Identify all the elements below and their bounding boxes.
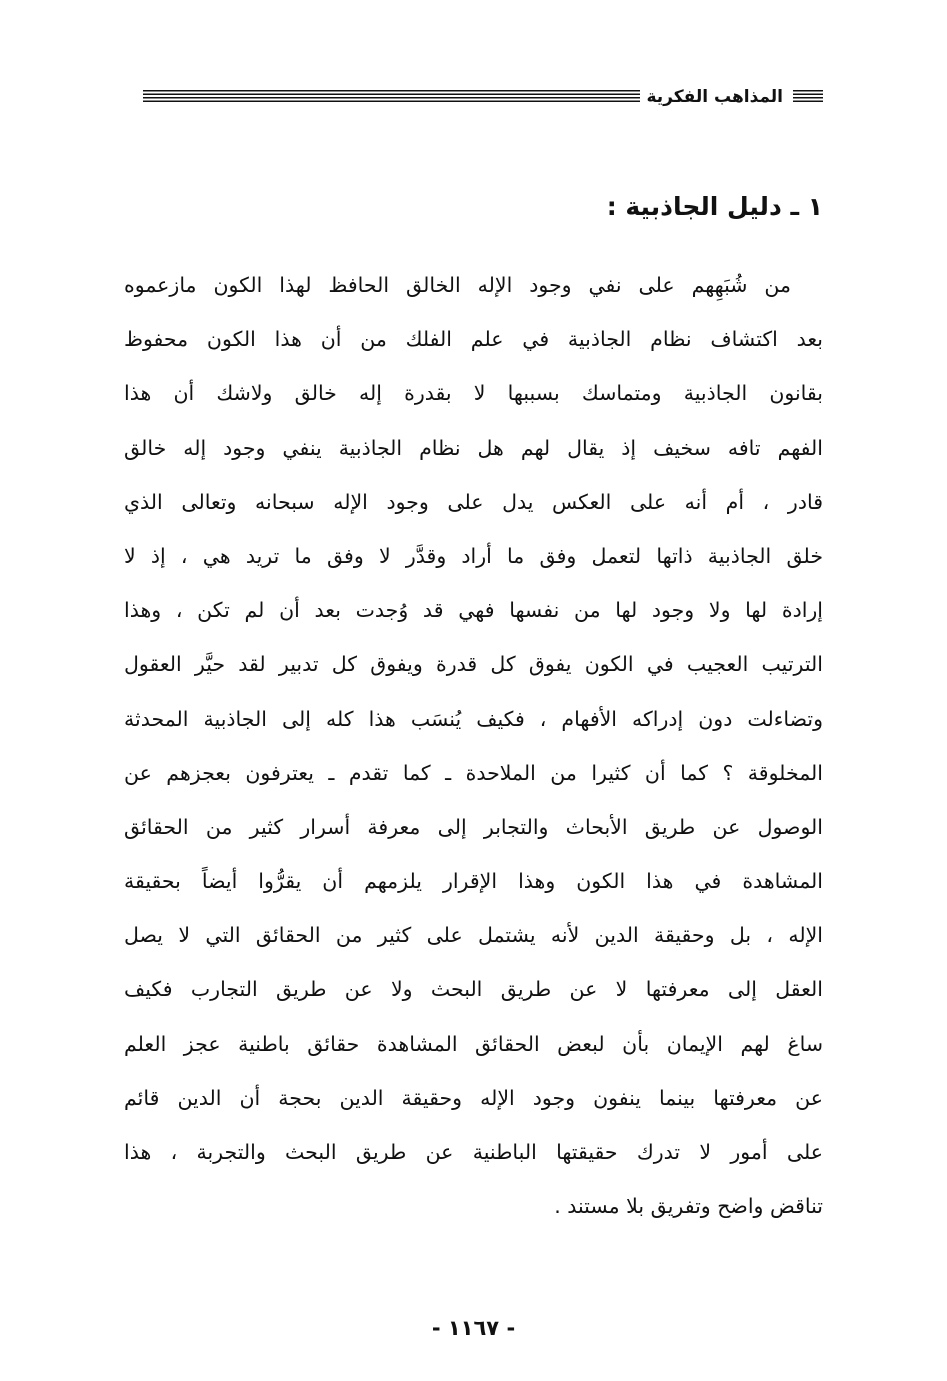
body-paragraph [124, 258, 823, 1233]
header-ornament [793, 90, 823, 104]
text-line: الإله ، بل وحقيقة الدين لأنه يشتمل على كثير من الحقائق التي لا يصل [124, 923, 823, 948]
text-line: من شُبَهِهم على نفي وجود الإله الخالق الحافظ لهذا الكون مازعموه [124, 273, 791, 297]
section-title: ١ ـ دليل الجاذبية : [606, 192, 823, 221]
text-line: وتضاءلت دون إدراكه الأفهام ، فكيف يُنسَب هذا كله إلى الجاذبية المحدثة [124, 706, 823, 731]
text-line: عن معرفتها بينما ينفون وجود الإله وحقيقة الدين بحجة أن الدين قائم [124, 1085, 823, 1110]
header-rule [143, 90, 640, 104]
text-line: تناقض واضح وتفريق بلا مستند . [554, 1194, 823, 1219]
running-header [143, 84, 823, 110]
text-line: قادر ، أم أنه على العكس يدل على وجود الإله سبحانه وتعالى الذي [124, 489, 823, 514]
page-number: - ١١٦٧ - [431, 1316, 516, 1340]
text-line: بقانون الجاذبية ومتماسك بسببها لا بقدرة إله خالق ولاشك أن هذا [124, 381, 823, 406]
text-line: العقل إلى معرفتها لا عن طريق البحث ولا عن طريق التجارب فكيف [124, 977, 823, 1002]
text-line: المشاهدة في هذا الكون وهذا الإقرار يلزمهم أن يقرُّوا أيضاً بحقيقة [124, 869, 823, 894]
text-line: الوصول عن طريق الأبحاث والتجابر إلى معرفة أسرار كثير من الحقائق [124, 814, 823, 839]
text-line: بعد اكتشاف نظام الجاذبية في علم الفلك من أن هذا الكون محفوظ [124, 327, 823, 352]
text-line: الترتيب العجيب في الكون يفوق كل قدرة ويفوق كل تدبير لقد حيَّر العقول [124, 652, 823, 677]
text-line: خلق الجاذبية ذاتها لتعمل وفق ما أراد وقدَّر لا وفق ما تريد هي ، إذ لا [124, 543, 823, 568]
text-line: ساغ لهم الإيمان بأن لبعض الحقائق المشاهدة حقائق باطنية عجز العلم [124, 1031, 823, 1056]
text-line: على أمور لا تدرك حقيقتها الباطنية عن طريق البحث والتجربة ، هذا [124, 1140, 823, 1164]
header-title: المذاهب الفكرية [646, 87, 783, 107]
text-line: المخلوقة ؟ كما أن كثيرا من الملاحدة ـ كما تقدم ـ يعترفون بعجزهم عن [124, 760, 823, 785]
text-line: الفهم تافه سخيف إذ يقال لهم هل نظام الجاذبية ينفي وجود إله خالق [124, 435, 823, 460]
text-line: إرادة لها ولا وجود لها من نفسها فهي قد وُجدت بعد أن لم تكن ، وهذا [124, 598, 823, 623]
